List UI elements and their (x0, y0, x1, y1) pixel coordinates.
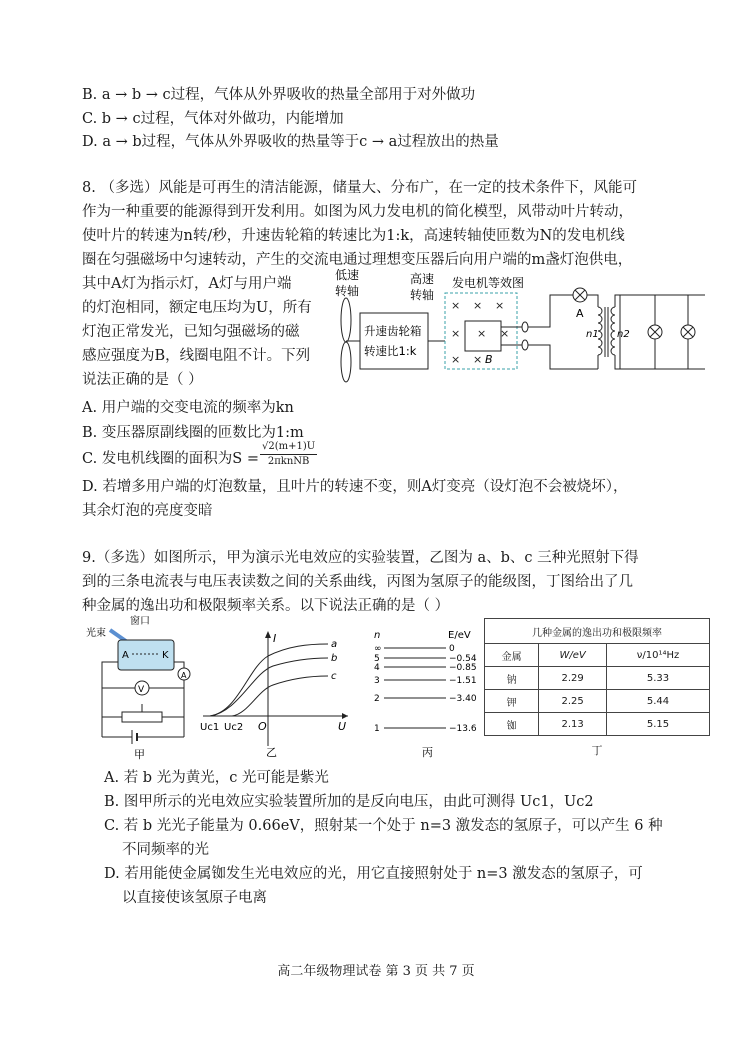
q7-option-d: D. a → b过程，气体从外界吸收的热量等于c → a过程放出的热量 (82, 134, 499, 150)
energy-level-e: −0.85 (449, 663, 477, 673)
q9-option-d: D. 若用能使金属铷发生光电效应的光，用它直接照射处于 n=3 激发态的氢原子，可 (104, 866, 643, 882)
curve-c-label: c (331, 671, 337, 682)
svg-text:×: × (477, 327, 487, 340)
table-title: 几种金属的逸出功和极限频率 (485, 619, 710, 644)
energy-level-n: 3 (374, 676, 380, 686)
ammeter-icon (178, 668, 190, 680)
q8-option-c-fraction (260, 440, 317, 469)
energy-level-e: −13.6 (449, 724, 477, 734)
gearbox-ratio-label: 转速比1:k (364, 344, 417, 358)
table-header: W/eV (539, 644, 607, 667)
q9-option-c-cont: 不同频率的光 (122, 842, 209, 858)
svg-text:×: × (473, 353, 483, 366)
svg-text:V: V (138, 685, 145, 695)
curve-a-label: a (331, 639, 338, 650)
low-speed-label: 低速 (335, 268, 360, 282)
cathode-label: K (162, 650, 169, 661)
q8-stem-line: 8. （多选）风能是可再生的清洁能源，储量大、分布广，在一定的技术条件下，风能可 (82, 180, 637, 196)
figure-caption: 丁 (591, 744, 603, 757)
q8-stem-line: 灯泡正常发光，已知匀强磁场的磁 (82, 324, 300, 340)
energy-level-n: 5 (374, 654, 380, 664)
svg-text:×: × (451, 299, 461, 312)
q9-option-b: B. 图甲所示的光电效应实验装置所加的是反向电压，由此可测得 Uc1，Uc2 (104, 794, 594, 810)
table-cell: 钾 (485, 690, 539, 713)
n-axis-label: n (374, 630, 381, 641)
svg-text:×: × (451, 327, 461, 340)
q7-option-c: C. b → c过程，气体对外做功，内能增加 (82, 111, 344, 127)
fraction-numerator: √2(m+1)U (260, 440, 317, 455)
q9-option-d-cont: 以直接使该氢原子电离 (122, 890, 267, 906)
generator-title: 发电机等效图 (452, 276, 525, 290)
user-lamp-icon (681, 325, 695, 339)
lamp-a-label: A (576, 307, 584, 320)
energy-level-e: 0 (449, 644, 455, 654)
table-cell: 钠 (485, 667, 539, 690)
table-cell: 铷 (485, 713, 539, 736)
gearbox-box (360, 313, 428, 369)
q9-stem-line: 到的三条电流表与电压表读数之间的关系曲线，丙图为氢原子的能级图，丁图给出了几 (82, 574, 633, 590)
figure-caption: 甲 (134, 748, 145, 760)
rheostat (122, 712, 162, 722)
uc1-label: Uc1 (200, 722, 220, 733)
gearbox-label: 升速齿轮箱 (364, 324, 422, 338)
q8-stem-line: 感应强度为B，线圈电阻不计。下列 (82, 348, 311, 364)
svg-text:×: × (495, 299, 505, 312)
q8-option-d: D. 若增多用户端的灯泡数量，且叶片的转速不变，则A灯变亮（设灯泡不会被烧坏）， (82, 479, 628, 495)
table-cell: 5.44 (607, 690, 710, 713)
q8-option-d-cont: 其余灯泡的亮度变暗 (82, 503, 213, 519)
q9-option-a: A. 若 b 光为黄光，c 光可能是紫光 (104, 770, 329, 786)
q7-option-b: B. a → b → c过程，气体从外界吸收的热量全部用于对外做功 (82, 87, 476, 103)
n2-label: n2 (617, 329, 630, 340)
e-axis-label: E/eV (448, 630, 471, 641)
table-row (485, 713, 710, 736)
high-speed-label: 转轴 (410, 288, 435, 302)
table-cell: 2.29 (539, 667, 607, 690)
energy-level-e: −1.51 (449, 676, 477, 686)
lamp-a-icon (573, 288, 587, 302)
low-speed-label: 转轴 (335, 284, 360, 298)
q9-stem-line: 9.（多选）如图所示，甲为演示光电效应的实验装置，乙图为 a、b、c 三种光照射下得 (82, 550, 639, 566)
q9-option-c: C. 若 b 光光子能量为 0.66eV，照射某一个处于 n=3 激发态的氢原子，可以产生 6 种 (104, 818, 663, 834)
origin-label: O (258, 720, 267, 733)
figure-caption: 丙 (422, 746, 433, 759)
page-footer: 高二年级物理试卷 第 3 页 共 7 页 (277, 964, 475, 979)
table-header: 金属 (485, 644, 539, 667)
curve-a (210, 644, 328, 716)
svg-text:×: × (500, 327, 510, 340)
table-cell: 2.25 (539, 690, 607, 713)
window-label: 窗口 (130, 616, 150, 627)
voltmeter-icon (135, 681, 149, 695)
table-row (485, 667, 710, 690)
svg-text:×: × (451, 353, 461, 366)
n1-label: n1 (586, 329, 599, 340)
uc2-label: Uc2 (224, 722, 244, 733)
svg-text:×: × (473, 299, 483, 312)
q9-stem-line: 种金属的逸出功和极限频率关系。以下说法正确的是（ ） (82, 598, 450, 614)
q8-option-c-prefix: C. 发电机线圈的面积为S = (82, 451, 259, 467)
energy-level-e: −0.54 (449, 654, 477, 664)
svg-text:A: A (181, 671, 187, 680)
turbine-blade-icon (341, 298, 360, 382)
q8-stem-line: 圈在匀强磁场中匀速转动，产生的交流电通过理想变压器后向用户端的m盏灯泡供电， (82, 252, 633, 268)
light-beam-label: 光束 (86, 628, 106, 639)
q8-option-a: A. 用户端的交变电流的频率为kn (82, 400, 294, 416)
axis-u-label: U (338, 720, 347, 733)
table-cell: 5.33 (607, 667, 710, 690)
table-header: ν/10¹⁴Hz (607, 644, 710, 667)
q8-option-b: B. 变压器原副线圈的匝数比为1:m (82, 425, 304, 441)
table-cell: 5.15 (607, 713, 710, 736)
energy-level-n: 2 (374, 694, 380, 704)
figure-caption: 乙 (266, 746, 277, 759)
energy-level-n: 4 (374, 663, 380, 673)
q9-figure-jia (82, 612, 194, 760)
anode-label: A (122, 650, 129, 661)
energy-level-n: ∞ (374, 644, 382, 654)
table-cell: 2.13 (539, 713, 607, 736)
q9-figure-ding (484, 618, 710, 758)
q8-stem-line: 说法正确的是（ ） (82, 372, 203, 388)
energy-level-e: −3.40 (449, 694, 477, 704)
q8-stem-line: 其中A灯为指示灯，A灯与用户端 (82, 276, 292, 292)
q8-stem-line: 的灯泡相同，额定电压均为U，所有 (82, 300, 312, 316)
field-b-label: B (485, 353, 493, 366)
axis-i-label: I (273, 632, 277, 645)
user-lamp-icon (648, 325, 662, 339)
q8-wind-generator-figure (330, 265, 710, 383)
q8-stem-line: 使叶片的转速为n转/秒，升速齿轮箱的转速比为1:k，高速转轴使匝数为N的发电机线 (82, 228, 625, 244)
high-speed-label: 高速 (410, 272, 435, 286)
q9-figure-bing (370, 628, 482, 760)
q9-figure-yi (198, 628, 353, 760)
q8-stem-line: 作为一种重要的能源得到开发利用。如图为风力发电机的简化模型，风带动叶片转动， (82, 204, 633, 220)
energy-level-n: 1 (374, 724, 380, 734)
table-row (485, 690, 710, 713)
curve-b-label: b (331, 653, 338, 664)
fraction-denominator: 2πknNB (267, 456, 310, 467)
